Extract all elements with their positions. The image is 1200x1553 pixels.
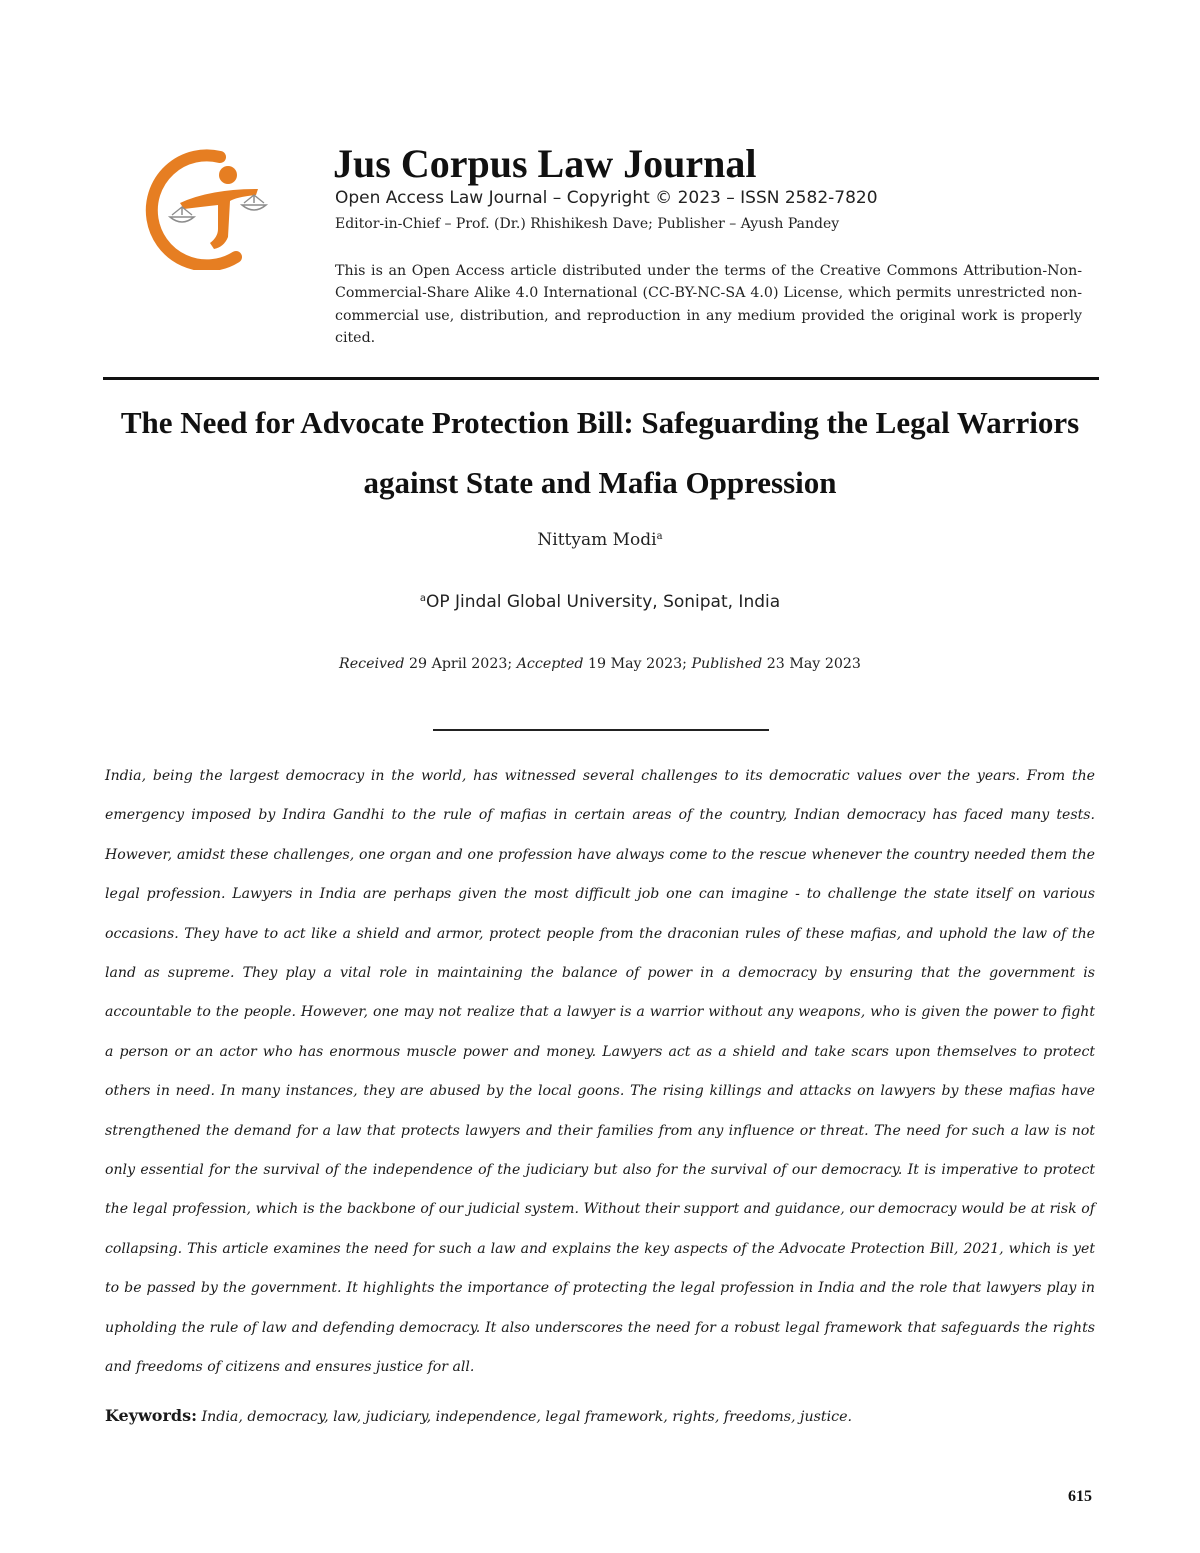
scales-of-justice-icon — [140, 145, 275, 270]
page-number: 615 — [1068, 1488, 1092, 1505]
article-title: The Need for Advocate Protection Bill: Safeguarding the Legal Warriors against State and Mafia Oppression — [120, 405, 1080, 500]
publication-dates — [0, 656, 1200, 672]
journal-logo — [140, 145, 275, 270]
journal-subtitle: Open Access Law Journal – Copyright © 2023 – ISSN 2582-7820 — [335, 188, 878, 208]
header-divider — [103, 377, 1099, 380]
author-superscript: a — [656, 531, 663, 542]
journal-editors: Editor-in-Chief – Prof. (Dr.) Rhishikesh Dave; Publisher – Ayush Pandey — [335, 216, 840, 232]
affiliation-superscript: a — [419, 593, 426, 604]
abstract-divider — [433, 729, 769, 731]
published-date: 23 May 2023 — [766, 656, 861, 672]
affiliation-text: OP Jindal Global University, Sonipat, India — [425, 592, 781, 612]
accepted-date: 19 May 2023; — [588, 656, 687, 672]
journal-header — [0, 0, 1200, 380]
affiliation-line — [0, 592, 1200, 612]
keywords-label: Keywords: — [105, 1406, 198, 1425]
author-name: Nittyam Modi — [537, 530, 657, 550]
abstract: India, being the largest democracy in the world, has witnessed several challenges to its democratic values over the years. From the emergency imposed by Indira Gandhi to the rule of mafias in certain areas of the country, Indian democracy has faced many tests. However, amidst these challenges, one organ and one profession have always come to the rescue whenever the country needed them the legal profession. Lawyers in India are perhaps given the most difficult job one can imagine - to challenge the state itself on various occasions. They have to act like a shield and armor, protect people from the draconian rules of these mafias, and uphold the law of the land as supreme. They play a vital role in maintaining the balance of power in a democracy by ensuring that the government is accountable to the people. However, one may not realize that a lawyer is a warrior without any weapons, who is given the power to fight a person or an actor who has enormous muscle power and money. Lawyers act as a shield and take scars upon themselves to protect others in need. In many instances, they are abused by the local goons. The rising killings and attacks on lawyers by these mafias have strengthened the demand for a law that protects lawyers and their families from any influence or threat. The need for such a law is not only essential for the survival of the independence of the judiciary but also for the survival of our democracy. It is imperative to protect the legal profession, which is the backbone of our judicial system. Without their support and guidance, our democracy would be at risk of collapsing. This article examines the need for such a law and explains the key aspects of the Advocate Protection Bill, 2021, which is yet to be passed by the government. It highlights the importance of protecting the legal profession in India and the role that lawyers play in upholding the rule of law and defending democracy. It also underscores the need for a robust legal framework that safeguards the rights and freedoms of citizens and ensures justice for all. — [105, 768, 1095, 1376]
keywords-list: India, democracy, law, judiciary, independence, legal framework, rights, freedoms, justice. — [201, 1409, 852, 1425]
accepted-label: Accepted — [516, 656, 584, 672]
published-label: Published — [691, 656, 763, 672]
keywords — [105, 1406, 1095, 1425]
received-date: 29 April 2023; — [409, 656, 513, 672]
license-statement: This is an Open Access article distributed under the terms of the Creative Commons Attribution-Non-Commercial-Share Alike 4.0 International (CC-BY-NC-SA 4.0) License, which permits unrestricted non-commercial use, distribution, and reproduction in any medium provided the original work is properly cited. — [335, 263, 1082, 346]
author-line — [0, 530, 1200, 550]
received-label: Received — [339, 656, 405, 672]
journal-title: Jus Corpus Law Journal — [333, 141, 757, 186]
